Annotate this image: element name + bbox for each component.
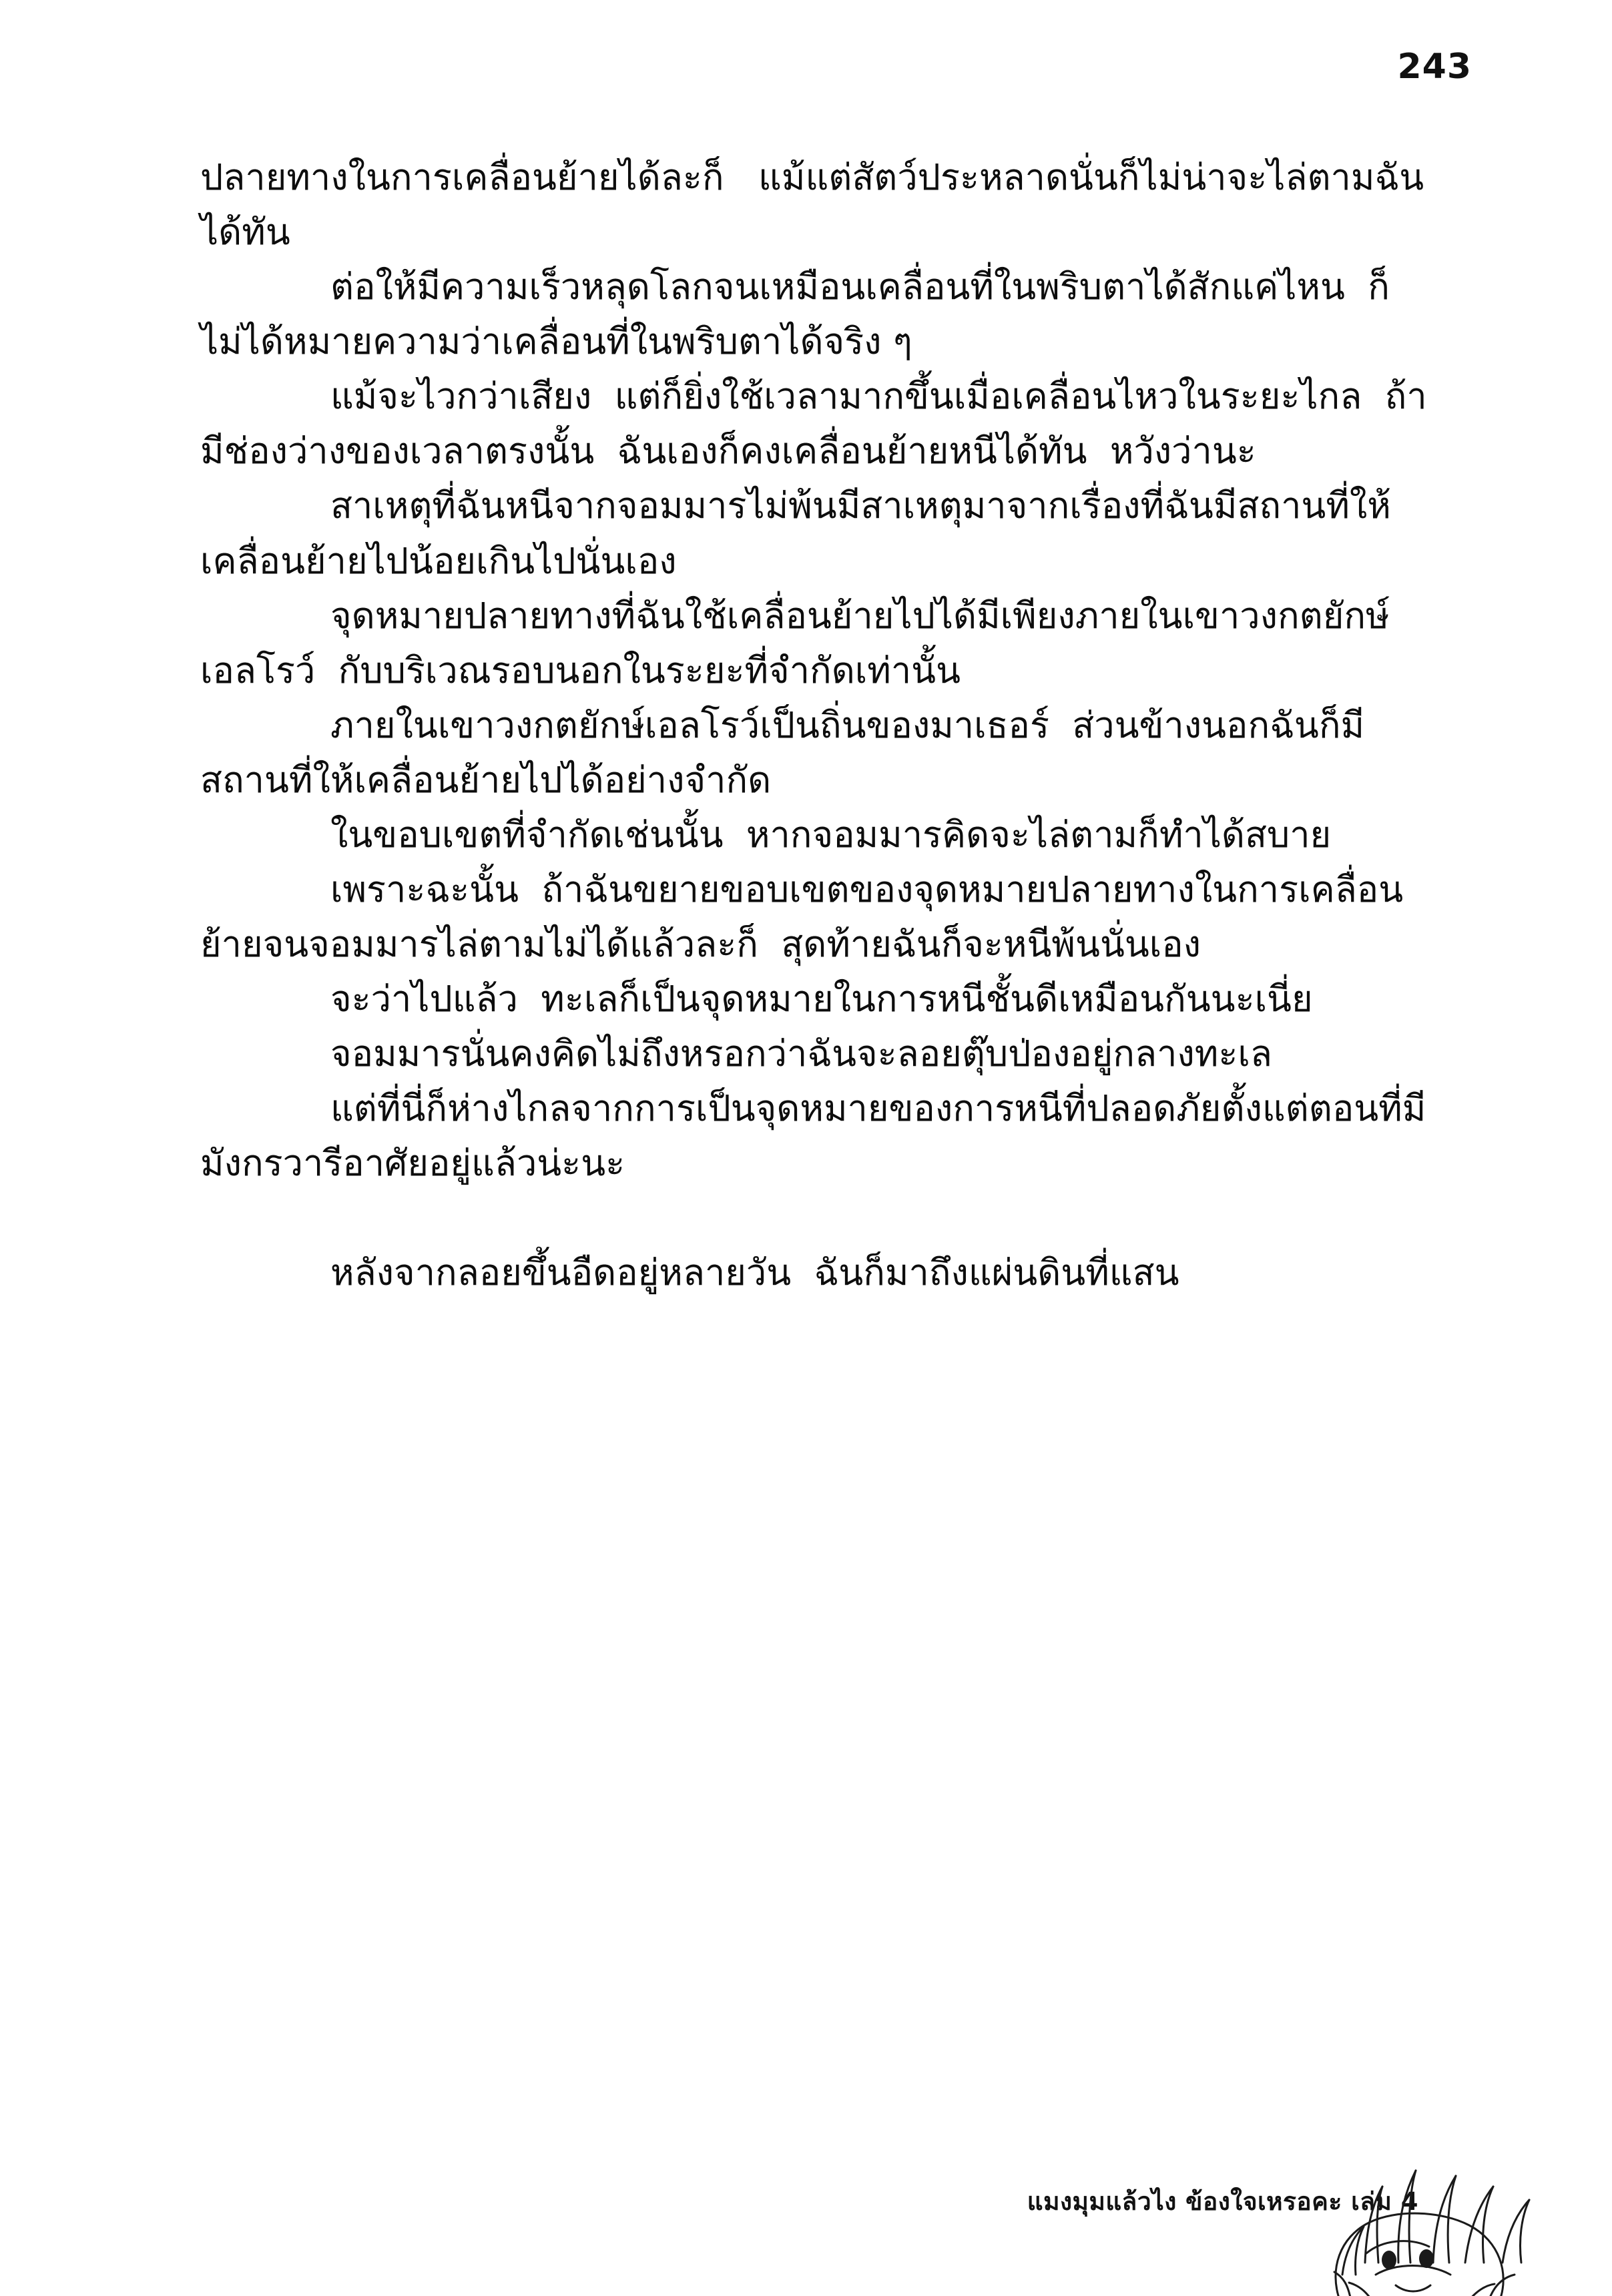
paragraph: แม้จะไวกว่าเสียง แต่ก็ยิ่งใช้เวลามากขึ้นเมื่อเคลื่อนไหวในระยะไกล ถ้ามีช่องว่างของเวลาตรงนั้น ฉันเองก็คงเคลื่อนย้ายหนีได้ทัน หวังว่านะ [200, 375, 1427, 473]
paragraph: จอมมารนั่นคงคิดไม่ถึงหรอกว่าฉันจะลอยตุ๊บป่องอยู่กลางทะเล [330, 1033, 1272, 1075]
paragraph: สาเหตุที่ฉันหนีจากจอมมารไม่พ้นมีสาเหตุมาจากเรื่องที่ฉันมีสถานที่ให้เคลื่อนย้ายไปน้อยเกินไปนั่นเอง [200, 485, 1391, 582]
paragraph: ในขอบเขตที่จำกัดเช่นนั้น หากจอมมารคิดจะไล่ตามก็ทำได้สบาย [330, 813, 1332, 856]
paragraph: ต่อให้มีความเร็วหลุดโลกจนเหมือนเคลื่อนที่ในพริบตาได้สักแค่ไหน ก็ไม่ได้หมายความว่าเคลื่อนที่ในพริบตาได้จริง ๆ [200, 266, 1390, 363]
paragraph: ภายในเขาวงกตยักษ์เอลโรว์เป็นถิ่นของมาเธอร์ ส่วนข้างนอกฉันก็มีสถานที่ให้เคลื่อนย้ายไปได้อย่างจำกัด [200, 703, 1365, 801]
page-body-text [200, 150, 1428, 1301]
paragraph: ปลายทางในการเคลื่อนย้ายได้ละก็ แม้แต่สัตว์ประหลาดนั่นก็ไม่น่าจะไล่ตามฉันได้ทัน [200, 156, 1424, 254]
paragraph: หลังจากลอยขึ้นอืดอยู่หลายวัน ฉันก็มาถึงแผ่นดินที่แสน [330, 1251, 1179, 1294]
paragraph: เพราะฉะนั้น ถ้าฉันขยายขอบเขตของจุดหมายปลายทางในการเคลื่อนย้ายจนจอมมารไล่ตามไม่ได้แล้วละก็ สุดท้ายฉันก็จะหนีพ้นนั่นเอง [200, 868, 1404, 966]
paragraph: แต่ที่นี่ก็ห่างไกลจากการเป็นจุดหมายของการหนีที่ปลอดภัยตั้งแต่ตอนที่มีมังกรวารีอาศัยอยู่แล้วน่ะนะ [200, 1087, 1426, 1185]
monster-illustration [1265, 2062, 1552, 2296]
paragraph: จะว่าไปแล้ว ทะเลก็เป็นจุดหมายในการหนีชั้นดีเหมือนกันนะเนี่ย [330, 978, 1313, 1021]
paragraph: จุดหมายปลายทางที่ฉันใช้เคลื่อนย้ายไปได้มีเพียงภายในเขาวงกตยักษ์เอลโรว์ กับบริเวณรอบนอกในระยะที่จำกัดเท่านั้น [200, 594, 1390, 691]
page-number: 243 [1397, 47, 1472, 87]
footer-series-title: แมงมุมแล้วไง ข้องใจเหรอคะ เล่ม 4 [1027, 2187, 1418, 2216]
